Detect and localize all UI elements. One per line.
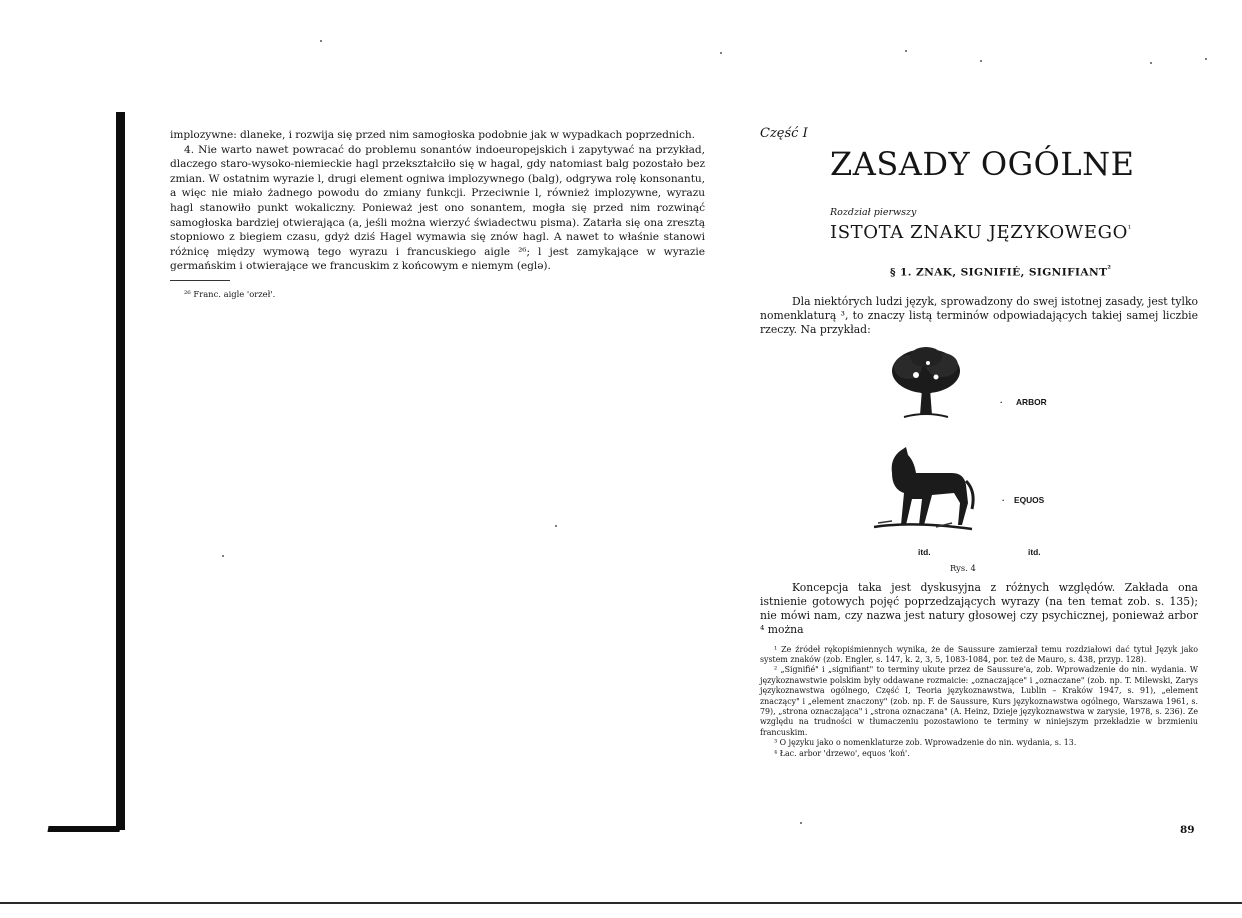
figure-label-tick: · <box>1002 494 1005 505</box>
page-number: 89 <box>1180 824 1195 836</box>
scan-speck <box>720 52 722 54</box>
chapter-title-text: ISTOTA ZNAKU JĘZYKOWEGO <box>830 222 1128 243</box>
figure-label-arbor: ARBOR <box>1016 396 1047 407</box>
section-title <box>890 263 1198 279</box>
section-title-mark: ² <box>1107 263 1112 273</box>
left-page <box>170 128 705 300</box>
scan-speck <box>800 822 802 824</box>
left-footnote: ²⁶ Franc. aigle 'orzeł'. <box>184 288 276 299</box>
right-page <box>760 126 1198 759</box>
footnote-1: ¹ Ze źródeł rękopiśmiennych wynika, że de Saussure zamierzał temu rozdziałowi dać tytuł Język jako system znaków (zob. Engler, s. 147, k. 2, 3, 5, 1083-1084, por. też de Mauro, s. 438, przyp. 128). <box>760 644 1198 664</box>
body-paragraph: Koncepcja taka jest dyskusyjna z różnych względów. Zakłada ona istnienie gotowych pojęć poprzedzających wyrazy (na ten temat zob. s. 135); nie mówi nam, czy nazwa jest natury głosowej czy psychicznej, ponieważ arbor ⁴ można <box>760 580 1198 636</box>
figure-rys-4 <box>760 343 1198 573</box>
book-spine-foot <box>47 826 120 832</box>
scan-speck <box>905 50 907 52</box>
horse-icon <box>872 443 982 533</box>
part-label: Część I <box>760 126 808 141</box>
section-title-text: § 1. ZNAK, SIGNIFIÉ, SIGNIFIANT <box>890 266 1108 279</box>
footnotes <box>760 645 1198 759</box>
footnote-2: ² „Signifié" i „signifiant" to terminy ukute przez de Saussure'a, zob. Wprowadzenie do nin. wydania. W językoznawstwie polskim były oddawane rozmaicie: „oznaczające" i „oznaczane" (zob. np. T. Milewski, Zarys językoznawstwa ogólnego, Część I, Teoria językoznawstwa, Lublin – Kraków 1947, s. 91), „element znaczący" i „element znaczony" (zob. np. F. de Saussure, Kurs językoznawstwa ogólnego, Warszawa 1961, s. 79), „strona oznaczająca" i „strona oznaczana" (A. Heinz, Dzieje językoznawstwa w zarysie, 1978, s. 236). Ze względu na trudności w tłumaczeniu pozostawiono te terminy w niniejszym przekładzie w brzmieniu francuskim. <box>760 665 1198 737</box>
book-spine-shadow <box>116 112 125 830</box>
scan-speck <box>555 525 557 527</box>
tree-icon <box>886 345 966 425</box>
scan-speck <box>222 555 224 557</box>
intro-paragraph: Dla niektórych ludzi język, sprowadzony do swej istotnej zasady, jest tylko nomenklaturą ³, to znaczy listą terminów odpowiadających takiej samej liczbie rzeczy. Na przykład: <box>760 294 1198 336</box>
figure-etc-left: itd. <box>918 546 931 557</box>
scan-speck <box>1150 62 1152 64</box>
figure-label-tick: · <box>1000 396 1003 407</box>
left-paragraph: 4. Nie warto nawet powracać do problemu sonantów indoeuropejskich i zapytywać na przykład, dlaczego staro-wysoko-niemieckie hagl przekształciło się w hagal, gdy natomiast balg pozostało bez zmian. W ostatnim wyrazie l, drugi element ogniwa implozywnego (balg), odgrywa rolę konsonantu, a więc nie miało żadnego powodu do zmiany funkcji. Przeciwnie l, również implozywne, wyrazu hagl stanowiło punkt wokaliczny. Ponieważ jest ono sonantem, mogła się przed nim rozwinąć samogłoska bardziej otwierająca (a, jeśli można wierzyć świadectwu pisma). Zatarła się ona zresztą stopniowo z biegiem czasu, gdyż dziś Hagel wymawia się znów hagl. A nawet to właśnie stanowi różnicę między wymową tego wyrazu i francuskiego aigle ²⁶; l jest zamykające w wyrazie germańskim i otwierające we francuskim z końcowym e niemym (eglə). <box>170 143 705 273</box>
footnote-4: ⁴ Łac. arbor 'drzewo', equos 'koń'. <box>774 748 910 758</box>
chapter-label: Rozdział pierwszy <box>830 207 917 218</box>
scan-speck <box>980 60 982 62</box>
left-paragraph: implozywne: dlaneke, i rozwija się przed nim samogłoska podobnie jak w wypadkach poprzednich. <box>170 129 695 141</box>
part-title: ZASADY OGÓLNE <box>830 145 1135 183</box>
chapter-title <box>830 222 1198 243</box>
footnote-3: ³ O języku jako o nomenklaturze zob. Wprowadzenie do nin. wydania, s. 13. <box>774 738 1077 748</box>
scan-speck <box>1205 58 1207 60</box>
figure-label-equos: EQUOS <box>1014 494 1045 505</box>
figure-etc-right: itd. <box>1028 546 1041 557</box>
footnote-rule <box>170 280 230 281</box>
figure-caption: Rys. 4 <box>950 562 976 573</box>
scan-speck <box>320 40 322 42</box>
page-bottom-edge <box>0 902 1242 904</box>
chapter-title-mark: ¹ <box>1127 224 1132 233</box>
